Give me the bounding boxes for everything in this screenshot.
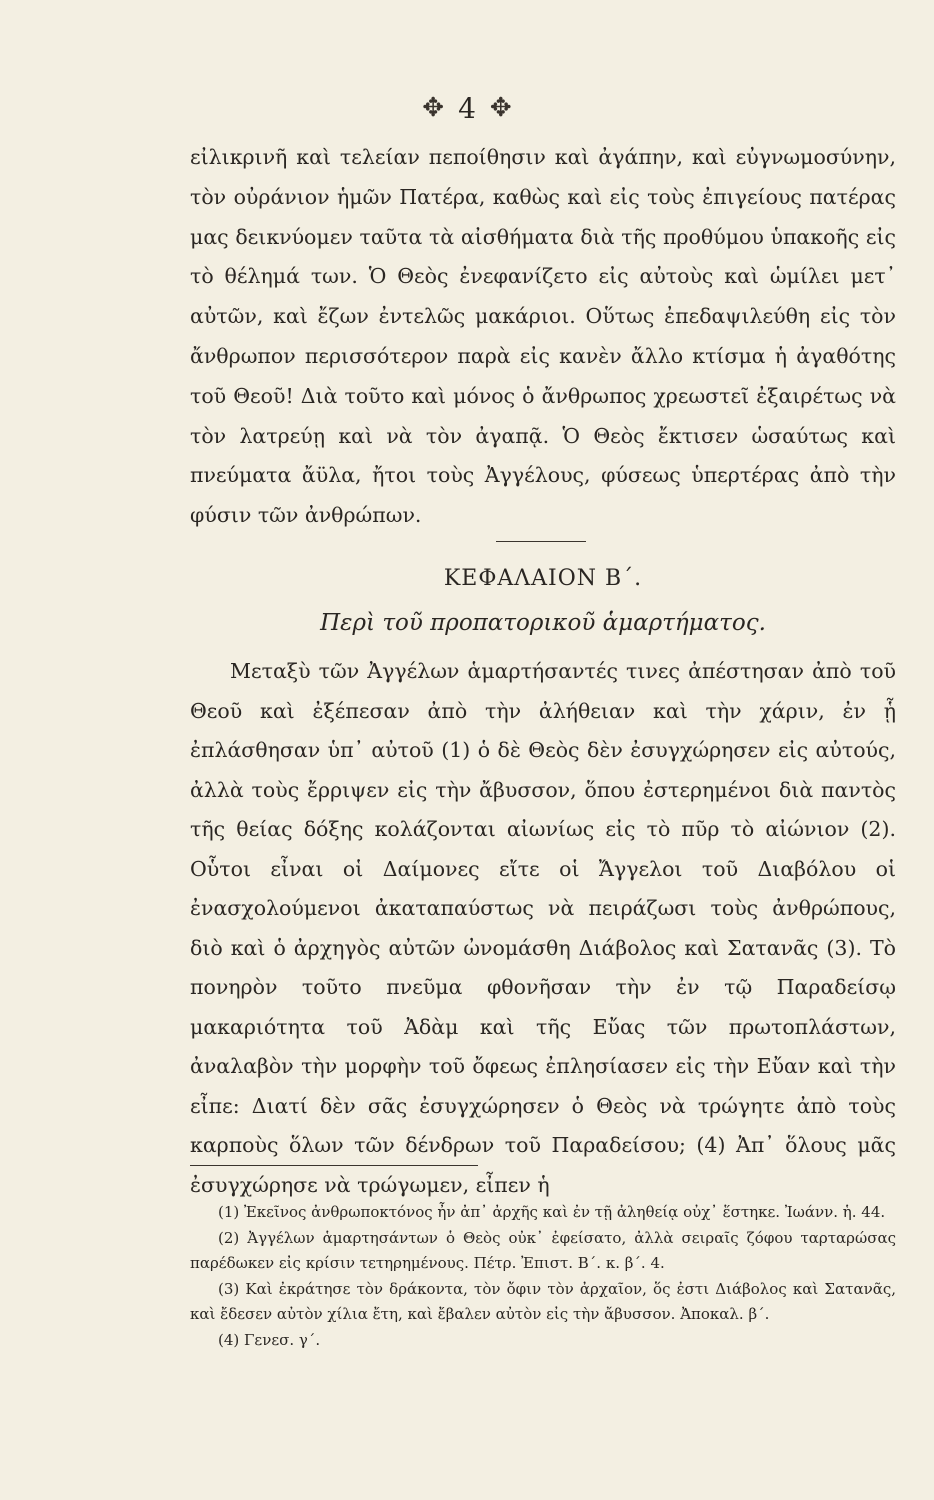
chapter-subtitle: Περὶ τοῦ προπατορικοῦ ἁμαρτήματος. bbox=[320, 610, 766, 636]
chapter-title: ΚΕΦΑΛΑΙΟΝ Β΄. bbox=[443, 566, 643, 591]
footnote-2: (2) Ἀγγέλων ἁμαρτησάντων ὁ Θεὸς οὐκ᾽ ἐφείσατο, ἀλλὰ σειραῖς ζόφου ταρταρώσας παρέδωκεν εἰς κρίσιν τετηρημένους. Πέτρ. Ἐπιστ. Β΄. κ. β΄. 4. bbox=[190, 1228, 896, 1272]
chapter-paragraph: Μεταξὺ τῶν Ἀγγέλων ἁμαρτήσαντές τινες ἀπέστησαν ἀπὸ τοῦ Θεοῦ καὶ ἐξέπεσαν ἀπὸ τὴν ἀλήθειαν καὶ τὴν χάριν, ἐν ᾗ ἐπλάσθησαν ὑπ᾽ αὐτοῦ (1) ὁ δὲ Θεὸς δὲν ἐσυγχώρησεν εἰς αὐτούς, ἀλλὰ τοὺς ἔρριψεν εἰς τὴν ἄβυσσον, ὅπου ἐστερημένοι διὰ παντὸς τῆς θείας δόξης κολάζονται αἰωνίως εἰς τὸ πῦρ τὸ αἰώνιον (2). Οὗτοι εἶναι οἱ Δαίμονες εἴτε οἱ Ἄγγελοι τοῦ Διαβόλου οἱ ἐνασχολούμενοι ἀκαταπαύστως νὰ πειράζωσι τοὺς ἀνθρώπους, διὸ καὶ ὁ ἀρχηγὸς αὐτῶν ὠνομάσθη Διάβολος καὶ Σατανᾶς (3). Τὸ πονηρὸν τοῦτο πνεῦμα φθονῆσαν τὴν ἐν τῷ Παραδείσῳ μακαριότητα τοῦ Ἀδὰμ καὶ τῆς Εὔας τῶν πρωτοπλάστων, ἀναλαβὸν τὴν μορφὴν τοῦ ὄφεως ἐπλησίασεν εἰς τὴν Εὔαν καὶ τὴν εἶπε: Διατί δὲν σᾶς ἐσυγχώρησεν ὁ Θεὸς νὰ τρώγητε ἀπὸ τοὺς καρποὺς ὅλων τῶν δένδρων τοῦ Παραδείσου; (4) Ἀπ᾽ ὅλους μᾶς ἐσυγχώρησε νὰ τρώγωμεν, εἶπεν ἡ bbox=[190, 659, 896, 1197]
footnote-4: (4) Γενεσ. γ΄. bbox=[218, 1330, 321, 1349]
footnotes bbox=[190, 1200, 896, 1353]
chapter-body bbox=[190, 652, 896, 1205]
right-ornament-icon: ✥ bbox=[489, 93, 512, 123]
section-divider bbox=[496, 541, 586, 542]
body-text-top bbox=[190, 138, 896, 536]
footnote-3: (3) Καὶ ἐκράτησε τὸν δράκοντα, τὸν ὄφιν τὸν ἀρχαῖον, ὅς ἐστι Διάβολος καὶ Σατανᾶς, καὶ ἔδεσεν αὐτὸν χίλια ἔτη, καὶ ἔβαλεν αὐτὸν εἰς τὴν ἄβυσσον. Ἀποκαλ. β΄. bbox=[190, 1279, 896, 1323]
page-header bbox=[0, 92, 934, 125]
page-number: 4 bbox=[458, 92, 476, 125]
left-ornament-icon: ✥ bbox=[422, 93, 445, 123]
footnote-1: (1) Ἐκεῖνος ἀνθρωποκτόνος ἦν ἀπ᾽ ἀρχῆς καὶ ἐν τῇ ἀληθείᾳ οὐχ᾽ ἕστηκε. Ἰωάνν. ἡ. 44. bbox=[218, 1203, 886, 1221]
paragraph-continued: εἰλικρινῆ καὶ τελείαν πεποίθησιν καὶ ἀγάπην, καὶ εὐγνωμοσύνην, τὸν οὐράνιον ἡμῶν Πατέρα, καθὼς καὶ εἰς τοὺς ἐπιγείους πατέρας μας δεικνύομεν ταῦτα τὰ αἰσθήματα διὰ τῆς προθύμου ὑπακοῆς εἰς τὸ θέλημά των. Ὁ Θεὸς ἐνεφανίζετο εἰς αὐτοὺς καὶ ὡμίλει μετ᾽ αὐτῶν, καὶ ἔζων ἐντελῶς μακάριοι. Οὕτως ἐπεδαψιλεύθη εἰς τὸν ἄνθρωπον περισσότερον παρὰ εἰς κανὲν ἄλλο κτίσμα ἡ ἀγαθότης τοῦ Θεοῦ! Διὰ τοῦτο καὶ μόνος ὁ ἄνθρωπος χρεωστεῖ ἐξαιρέτως νὰ τὸν λατρεύῃ καὶ νὰ τὸν ἀγαπᾷ. Ὁ Θεὸς ἔκτισεν ὡσαύτως καὶ πνεύματα ἄϋλα, ἤτοι τοὺς Ἀγγέλους, φύσεως ὑπερτέρας ἀπὸ τὴν φύσιν τῶν ἀνθρώπων. bbox=[190, 145, 896, 528]
footnote-divider bbox=[190, 1165, 478, 1166]
